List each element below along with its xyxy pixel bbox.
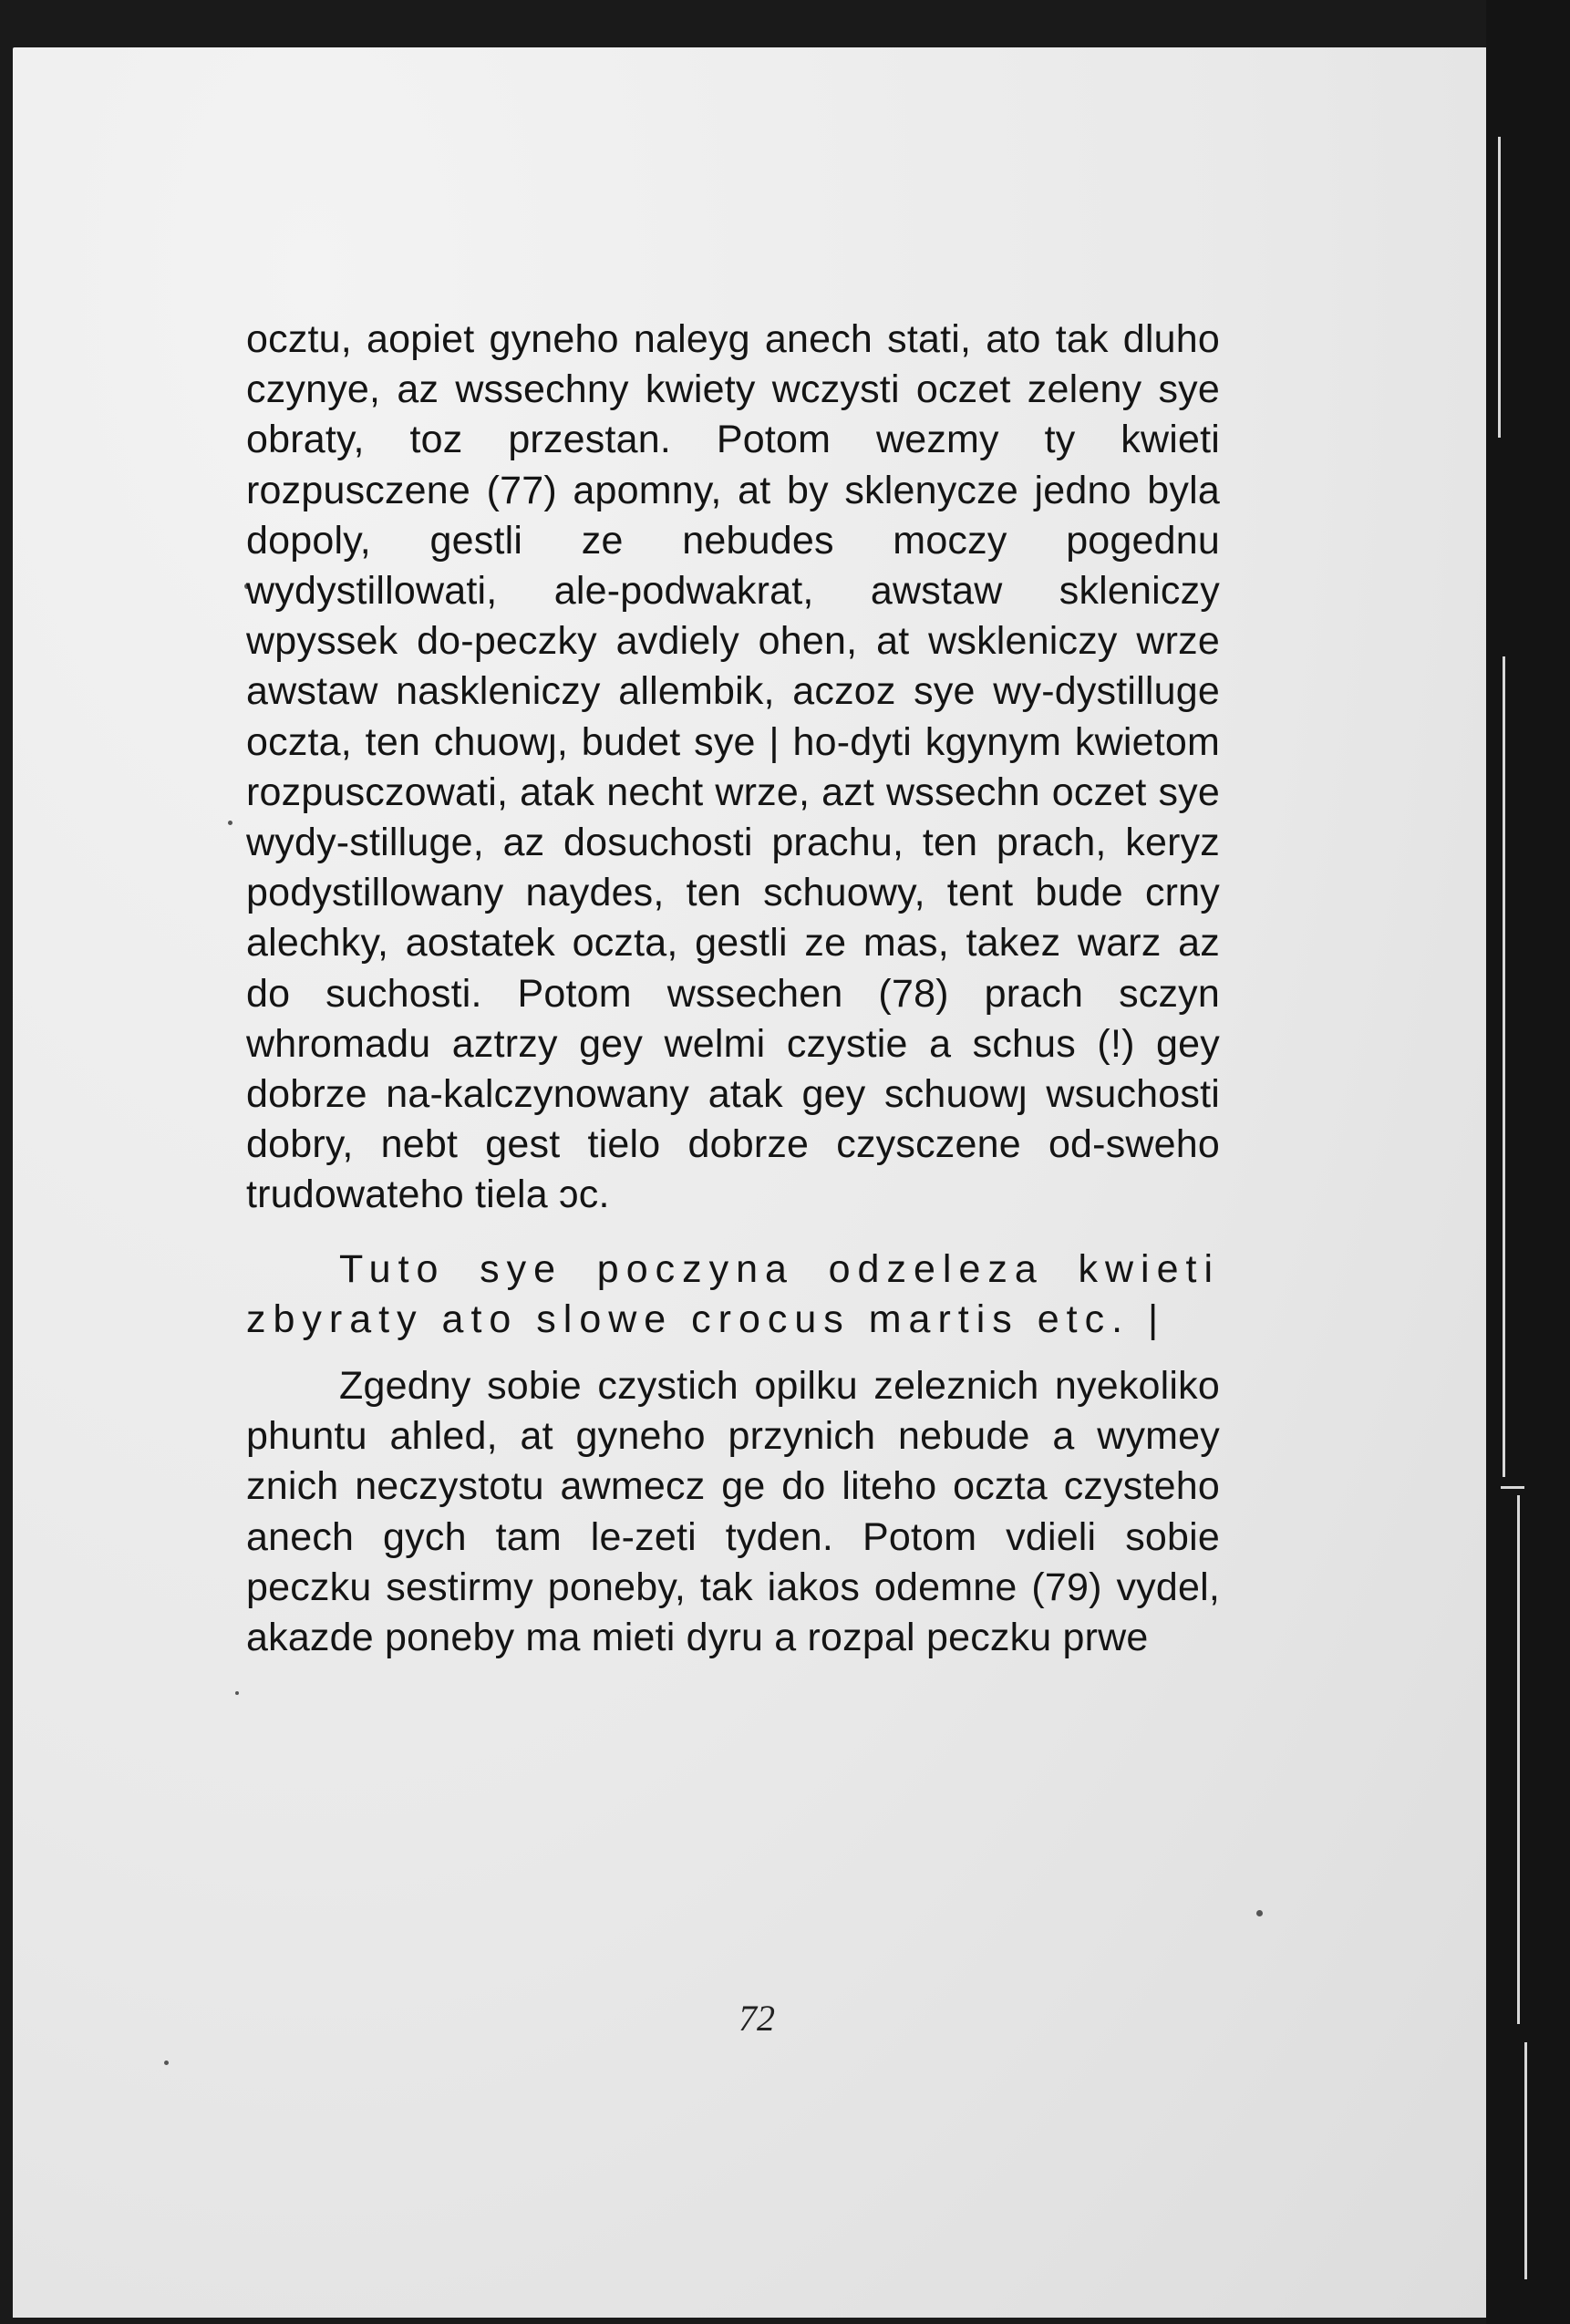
body-paragraph-1: ocztu, aopiet gyneho naleyg anech stati, ato tak dluho czynye, az wssechny kwiety wczysti oczet zeleny sye obraty, toz przestan. Potom wezmy ty kwieti rozpusczene (77) apomny, at by sklenycze jedno byla dopoly, gestli ze nebudes moczy pogednu wydystillowati, ale-podwakrat, awstaw skleniczy wpyssek do-peczky avdiely ohen, at wskleniczy wrze awstaw naskleniczy allembik, aczoz sye wy-dystilluge oczta, ten chuowȷ, budet sye | ho-dyti kgynym kwietom rozpusczowati, atak necht wrze, azt wssechn oczet sye wydy-stilluge, az dosuchosti prachu, ten prach, keryz podystillowany naydes, ten schuowy, tent bude crny alechky, aostatek oczta, gestli ze mas, takez warz az do suchosti. Potom wssechen (78) prach sczyn whromadu aztrzy gey welmi czystie a schus (!) gey dobrze na-kalczynowany atak gey schuowȷ wsuchosti dobry, nebt gest tielo dobrze czysczene od-sweho trudowateho tiela ɔc. <box>246 317 1220 1217</box>
page-number: 72 <box>739 1998 775 2039</box>
spine-rule <box>1498 137 1501 438</box>
scan-speck <box>228 821 232 825</box>
spine-mark <box>1501 1486 1524 1489</box>
page-body <box>246 315 1220 1663</box>
section-heading: Tuto sye poczyna odzeleza kwieti zbyraty ato slowe crocus martis etc. | <box>246 1246 1220 1341</box>
spine-rule <box>1517 1495 1520 2024</box>
body-paragraph-2: Zgedny sobie czystich opilku zeleznich nyekoliko phuntu ahled, at gyneho przynich nebude a wymey znich neczystotu awmecz ge do liteho oczta czysteho anech gych tam le-zeti tyden. Potom vdieli sobie peczku sestirmy poneby, tak iakos odemne (79) vydel, akazde poneby ma mieti dyru a rozpal peczku prwe <box>246 1364 1220 1660</box>
scan-speck <box>164 2061 169 2065</box>
spine-rule <box>1503 656 1505 1477</box>
spine-rule <box>1524 2042 1527 2279</box>
scan-speck <box>235 1691 239 1695</box>
scan-speck <box>1256 1910 1263 1916</box>
